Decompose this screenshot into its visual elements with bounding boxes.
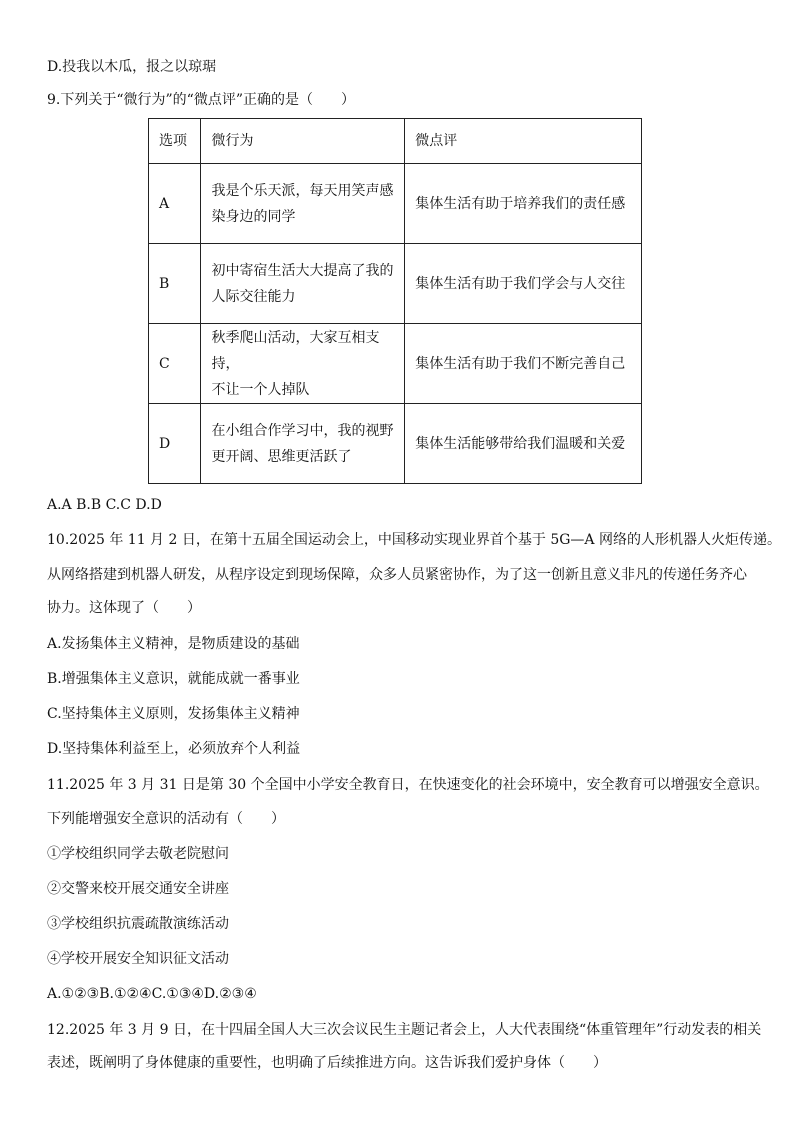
- q11-stem-line2: 下列能增强安全意识的活动有（ ）: [47, 811, 285, 827]
- q10-stem-line3: 协力。这体现了（ ）: [47, 600, 201, 616]
- table-row: [149, 404, 642, 484]
- q11-stem-line1: 11.2025 年 3 月 31 日是第 30 个全国中小学安全教育日，在快速变化的社会环境中，安全教育可以增强安全意识。: [47, 777, 769, 793]
- row-comment: 集体生活有助于培养我们的责任感: [405, 164, 642, 244]
- q12-stem-line1: 12.2025 年 3 月 9 日，在十四届全国人大三次会议民生主题记者会上，人大代表围绕“体重管理年”行动发表的相关: [47, 1022, 762, 1038]
- header-behavior: 微行为: [201, 119, 405, 164]
- row-behavior: 秋季爬山活动，大家互相支持， 不让一个人掉队: [201, 324, 405, 404]
- q10-option-b: B.增强集体主义意识，就能成就一番事业: [47, 671, 300, 687]
- q12-stem-line2: 表述，既阐明了身体健康的重要性，也明确了后续推进方向。这告诉我们爱护身体（ ）: [47, 1055, 607, 1071]
- header-comment: 微点评: [405, 119, 642, 164]
- row-comment: 集体生活有助于我们学会与人交往: [405, 244, 642, 324]
- q10-option-c: C.坚持集体主义原则，发扬集体主义精神: [47, 706, 300, 722]
- row-comment: 集体生活有助于我们不断完善自己: [405, 324, 642, 404]
- row-option: C: [149, 324, 201, 404]
- row-option: B: [149, 244, 201, 324]
- q9-options: A.A B.B C.C D.D: [47, 497, 162, 513]
- q11-item-4: ④学校开展安全知识征文活动: [47, 951, 229, 967]
- q9-table: [148, 118, 642, 484]
- q10-stem-line1: 10.2025 年 11 月 2 日，在第十五届全国运动会上，中国移动实现业界首个基于 5G—A 网络的人形机器人火炬传递。: [47, 532, 781, 548]
- q11-item-2: ②交警来校开展交通安全讲座: [47, 881, 229, 897]
- row-option: A: [149, 164, 201, 244]
- q11-item-3: ③学校组织抗震疏散演练活动: [47, 916, 229, 932]
- row-option: D: [149, 404, 201, 484]
- q10-option-a: A.发扬集体主义精神，是物质建设的基础: [47, 636, 300, 652]
- q11-item-1: ①学校组织同学去敬老院慰问: [47, 846, 229, 862]
- q11-options: A.①②③B.①②④C.①③④D.②③④: [47, 986, 257, 1002]
- q10-option-d: D.坚持集体利益至上，必须放弃个人利益: [47, 741, 301, 757]
- table-row: [149, 324, 642, 404]
- header-option: 选项: [149, 119, 201, 164]
- q9-stem: 9.下列关于“微行为”的“微点评”正确的是（ ）: [47, 92, 355, 108]
- row-behavior: 我是个乐天派，每天用笑声感 染身边的同学: [201, 164, 405, 244]
- row-behavior: 初中寄宿生活大大提高了我的 人际交往能力: [201, 244, 405, 324]
- q8-option-d: D.投我以木瓜，报之以琼琚: [47, 59, 217, 75]
- table-row: [149, 164, 642, 244]
- table-row: [149, 244, 642, 324]
- table-header-row: [149, 119, 642, 164]
- row-comment: 集体生活能够带给我们温暖和关爱: [405, 404, 642, 484]
- row-behavior: 在小组合作学习中，我的视野 更开阔、思维更活跃了: [201, 404, 405, 484]
- q10-stem-line2: 从网络搭建到机器人研发，从程序设定到现场保障，众多人员紧密协作，为了这一创新且意义非凡的传递任务齐心: [47, 567, 747, 583]
